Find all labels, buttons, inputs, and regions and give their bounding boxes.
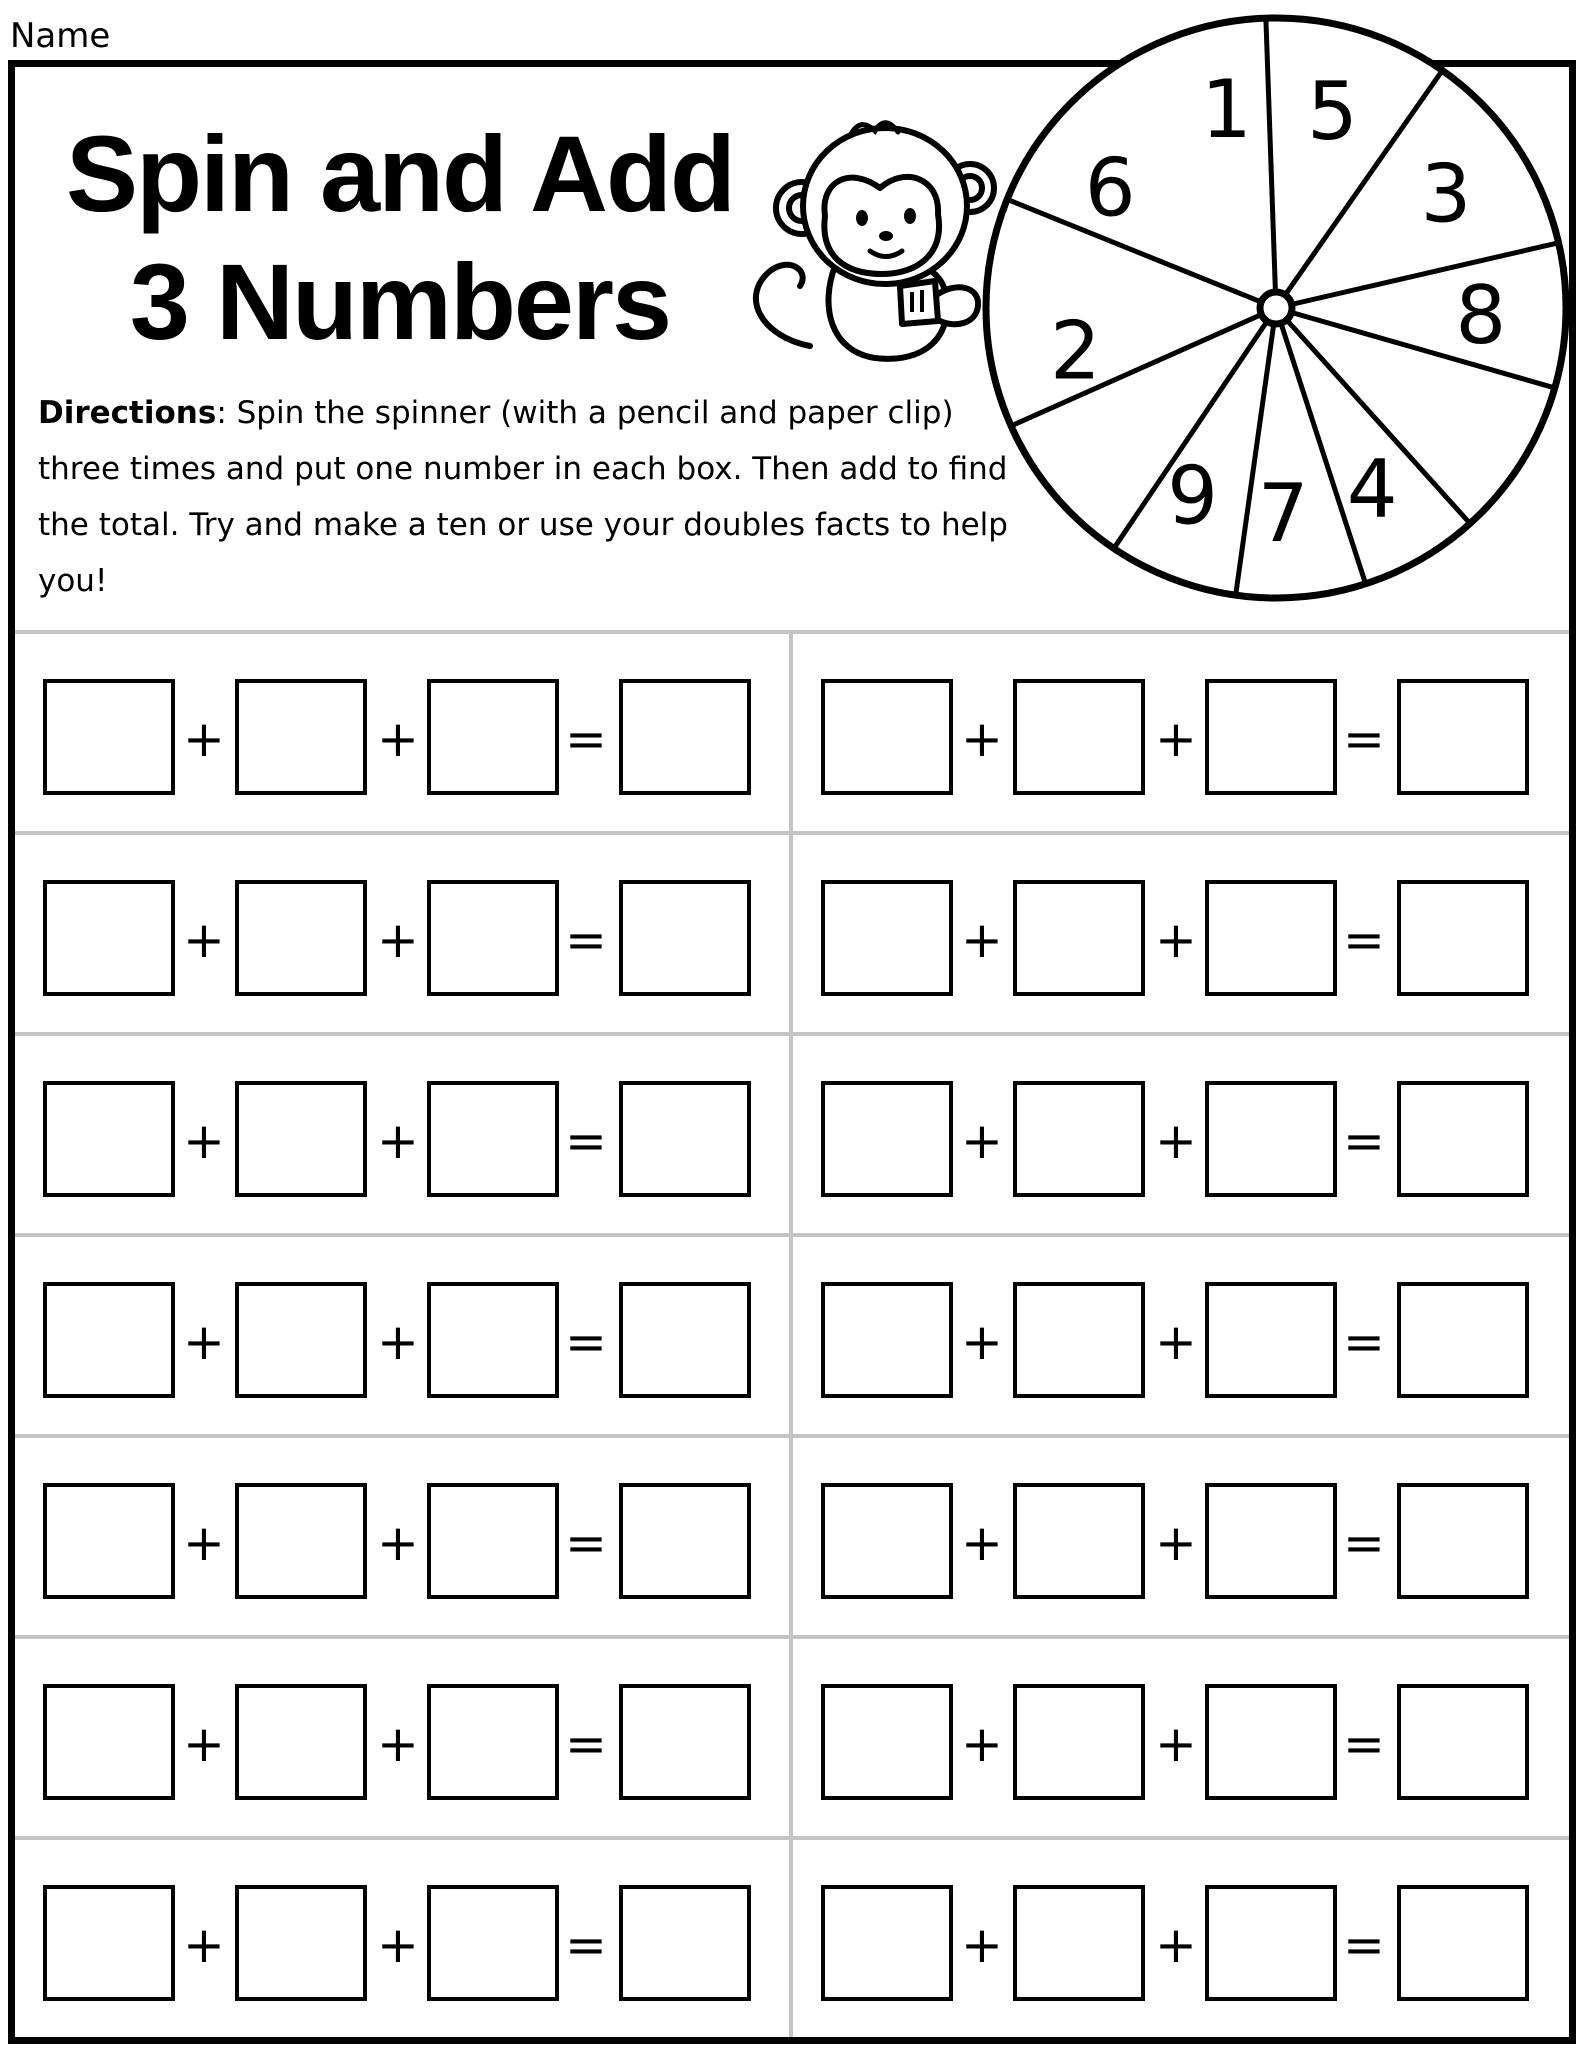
- addition-problem: [15, 835, 793, 1032]
- addition-problem: [15, 1840, 793, 2037]
- addend-box[interactable]: [235, 880, 367, 996]
- equals-sign: =: [565, 710, 607, 768]
- equals-sign: =: [1343, 710, 1385, 768]
- directions-text: : Spin the spinner (with a pencil and paper clip) three times and put one number in each box. Then add to find the total. Try and make a ten or use your doubles facts to help you!: [38, 395, 1008, 599]
- equals-sign: =: [1343, 1916, 1385, 1974]
- addition-problem: [15, 1438, 793, 1635]
- addend-box[interactable]: [43, 679, 175, 795]
- answer-box[interactable]: [1397, 1483, 1529, 1599]
- addend-box[interactable]: [821, 1885, 953, 2001]
- spinner-number: 1: [1200, 63, 1252, 157]
- addend-box[interactable]: [1205, 880, 1337, 996]
- addend-box[interactable]: [235, 679, 367, 795]
- spinner-center: [1260, 292, 1292, 324]
- addend-box[interactable]: [1013, 1885, 1145, 2001]
- plus-sign: +: [183, 1715, 225, 1773]
- plus-sign: +: [961, 911, 1003, 969]
- addend-box[interactable]: [821, 1483, 953, 1599]
- addition-problem: [793, 1639, 1569, 1836]
- page-title: [30, 110, 770, 366]
- answer-box[interactable]: [619, 1081, 751, 1197]
- plus-sign: +: [1155, 1112, 1197, 1170]
- addend-box[interactable]: [43, 1684, 175, 1800]
- plus-sign: +: [377, 1715, 419, 1773]
- addend-box[interactable]: [821, 880, 953, 996]
- spinner-number: 9: [1167, 449, 1219, 543]
- title-line-1: Spin and Add: [66, 113, 734, 234]
- answer-box[interactable]: [619, 880, 751, 996]
- spinner-number: 6: [1084, 141, 1136, 235]
- plus-sign: +: [961, 1313, 1003, 1371]
- plus-sign: +: [183, 1313, 225, 1371]
- directions-label: Directions: [38, 395, 217, 431]
- problem-row: [15, 1635, 1569, 1836]
- addend-box[interactable]: [1205, 1282, 1337, 1398]
- equals-sign: =: [565, 1916, 607, 1974]
- plus-sign: +: [183, 1916, 225, 1974]
- problem-grid: [15, 630, 1569, 2037]
- answer-box[interactable]: [1397, 679, 1529, 795]
- equals-sign: =: [1343, 1112, 1385, 1170]
- equals-sign: =: [565, 911, 607, 969]
- addend-box[interactable]: [235, 1081, 367, 1197]
- addition-problem: [793, 1840, 1569, 2037]
- spinner-number: 3: [1420, 147, 1472, 241]
- plus-sign: +: [961, 1916, 1003, 1974]
- plus-sign: +: [377, 710, 419, 768]
- problem-row: [15, 831, 1569, 1032]
- answer-box[interactable]: [619, 1282, 751, 1398]
- addend-box[interactable]: [1013, 1282, 1145, 1398]
- addition-problem: [793, 1036, 1569, 1233]
- title-line-2: 3 Numbers: [129, 241, 671, 362]
- name-label: Name: [10, 16, 111, 56]
- spinner-number: 4: [1346, 443, 1398, 537]
- spinner-number: 5: [1307, 64, 1358, 158]
- addend-box[interactable]: [427, 1282, 559, 1398]
- addend-box[interactable]: [1205, 1885, 1337, 2001]
- answer-box[interactable]: [1397, 1885, 1529, 2001]
- answer-box[interactable]: [619, 679, 751, 795]
- addend-box[interactable]: [1205, 679, 1337, 795]
- problem-row: [15, 630, 1569, 831]
- plus-sign: +: [377, 1112, 419, 1170]
- plus-sign: +: [1155, 1916, 1197, 1974]
- plus-sign: +: [377, 1916, 419, 1974]
- answer-box[interactable]: [1397, 880, 1529, 996]
- addend-box[interactable]: [1205, 1081, 1337, 1197]
- plus-sign: +: [961, 1715, 1003, 1773]
- equals-sign: =: [565, 1112, 607, 1170]
- equals-sign: =: [565, 1514, 607, 1572]
- plus-sign: +: [1155, 710, 1197, 768]
- addend-box[interactable]: [1205, 1483, 1337, 1599]
- problem-row: [15, 1233, 1569, 1434]
- plus-sign: +: [183, 710, 225, 768]
- spinner-number: 2: [1050, 304, 1101, 398]
- plus-sign: +: [377, 911, 419, 969]
- spinner-number: 7: [1257, 466, 1309, 560]
- addend-box[interactable]: [235, 1885, 367, 2001]
- addend-box[interactable]: [427, 1885, 559, 2001]
- addition-problem: [793, 835, 1569, 1032]
- equals-sign: =: [565, 1715, 607, 1773]
- addend-box[interactable]: [1013, 1684, 1145, 1800]
- plus-sign: +: [377, 1313, 419, 1371]
- addend-box[interactable]: [821, 1684, 953, 1800]
- answer-box[interactable]: [619, 1483, 751, 1599]
- addend-box[interactable]: [43, 1081, 175, 1197]
- spinner-wheel: [976, 8, 1576, 608]
- addend-box[interactable]: [1013, 880, 1145, 996]
- addend-box[interactable]: [1013, 679, 1145, 795]
- answer-box[interactable]: [1397, 1282, 1529, 1398]
- addend-box[interactable]: [427, 1483, 559, 1599]
- answer-box[interactable]: [1397, 1081, 1529, 1197]
- addition-problem: [793, 1438, 1569, 1635]
- addend-box[interactable]: [821, 1081, 953, 1197]
- addend-box[interactable]: [427, 679, 559, 795]
- spinner-number: 8: [1455, 269, 1507, 363]
- answer-box[interactable]: [619, 1684, 751, 1800]
- plus-sign: +: [183, 1112, 225, 1170]
- plus-sign: +: [961, 1514, 1003, 1572]
- plus-sign: +: [1155, 1715, 1197, 1773]
- addend-box[interactable]: [235, 1483, 367, 1599]
- equals-sign: =: [1343, 911, 1385, 969]
- addend-box[interactable]: [235, 1684, 367, 1800]
- addend-box[interactable]: [43, 880, 175, 996]
- addend-box[interactable]: [427, 1684, 559, 1800]
- addend-box[interactable]: [43, 1282, 175, 1398]
- addition-problem: [15, 1036, 793, 1233]
- addition-problem: [793, 634, 1569, 831]
- equals-sign: =: [565, 1313, 607, 1371]
- addend-box[interactable]: [821, 679, 953, 795]
- addend-box[interactable]: [43, 1885, 175, 2001]
- plus-sign: +: [961, 1112, 1003, 1170]
- equals-sign: =: [1343, 1514, 1385, 1572]
- addend-box[interactable]: [1013, 1081, 1145, 1197]
- addition-problem: [15, 1639, 793, 1836]
- equals-sign: =: [1343, 1715, 1385, 1773]
- answer-box[interactable]: [1397, 1684, 1529, 1800]
- plus-sign: +: [1155, 1313, 1197, 1371]
- plus-sign: +: [961, 710, 1003, 768]
- addend-box[interactable]: [1013, 1483, 1145, 1599]
- problem-row: [15, 1032, 1569, 1233]
- plus-sign: +: [1155, 1514, 1197, 1572]
- addition-problem: [15, 1237, 793, 1434]
- addend-box[interactable]: [427, 1081, 559, 1197]
- addend-box[interactable]: [235, 1282, 367, 1398]
- plus-sign: +: [183, 1514, 225, 1572]
- plus-sign: +: [1155, 911, 1197, 969]
- addend-box[interactable]: [43, 1483, 175, 1599]
- equals-sign: =: [1343, 1313, 1385, 1371]
- plus-sign: +: [377, 1514, 419, 1572]
- addition-problem: [793, 1237, 1569, 1434]
- problem-row: [15, 1434, 1569, 1635]
- problem-row: [15, 1836, 1569, 2037]
- addition-problem: [15, 634, 793, 831]
- directions: [38, 385, 1008, 609]
- plus-sign: +: [183, 911, 225, 969]
- addend-box[interactable]: [821, 1282, 953, 1398]
- answer-box[interactable]: [619, 1885, 751, 2001]
- addend-box[interactable]: [1205, 1684, 1337, 1800]
- addend-box[interactable]: [427, 880, 559, 996]
